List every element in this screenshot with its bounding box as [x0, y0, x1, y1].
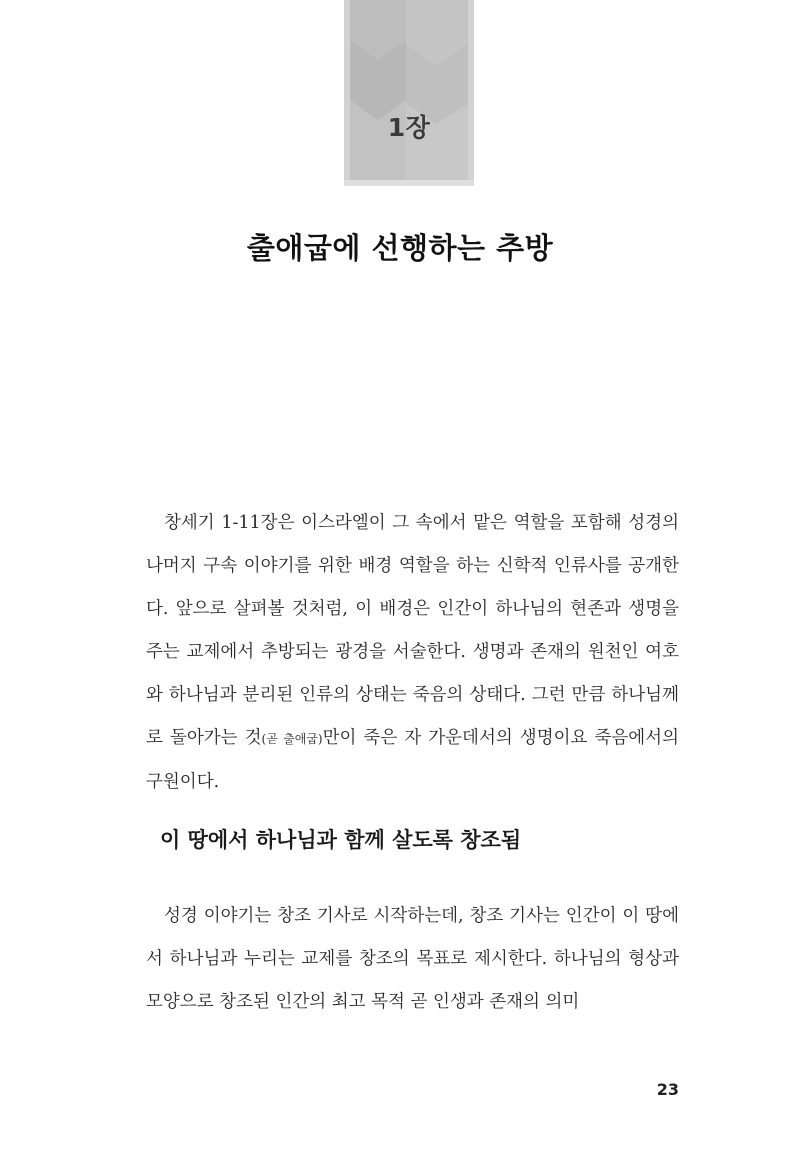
chapter-tab-pattern [344, 0, 474, 186]
section-paragraph: 성경 이야기는 창조 기사로 시작하는데, 창조 기사는 인간이 이 땅에서 하나님과 누리는 교제를 창조의 목표로 제시한다. 하나님의 형상과 모양으로 창조된 인간의 최고 목적 곧 인생과 존재의 의미 [146, 906, 679, 1012]
chapter-number: 1장 [387, 113, 431, 142]
paragraph-aside: (곧 출애굽) [261, 732, 323, 746]
chapter-title: 출애굽에 선행하는 추방 [246, 231, 554, 265]
body-paragraph [146, 502, 679, 804]
paragraph-text-continued: 만이 죽은 자 가운데서의 생명이요 죽음에서의 구원이다. [146, 728, 679, 792]
paragraph-text: 창세기 1-11장은 이스라엘이 그 속에서 맡은 역할을 포함해 성경의 나머지 구속 이야기를 위한 배경 역할을 하는 신학적 인류사를 공개한다. 앞으로 살펴볼 것처럼, 이 배경은 인간이 하나님의 현존과 생명을 주는 교제에서 추방되는 광경을 서술한다. 생명과 존재의 원천인 여호와 하나님과 분리된 인류의 상태는 죽음의 상태다. 그런 만큼 하나님께로 돌아가는 것 [146, 513, 679, 748]
chapter-tab [344, 0, 474, 186]
page-number: 23 [656, 1080, 679, 1099]
section-heading: 이 땅에서 하나님과 함께 살도록 창조됨 [160, 828, 522, 852]
